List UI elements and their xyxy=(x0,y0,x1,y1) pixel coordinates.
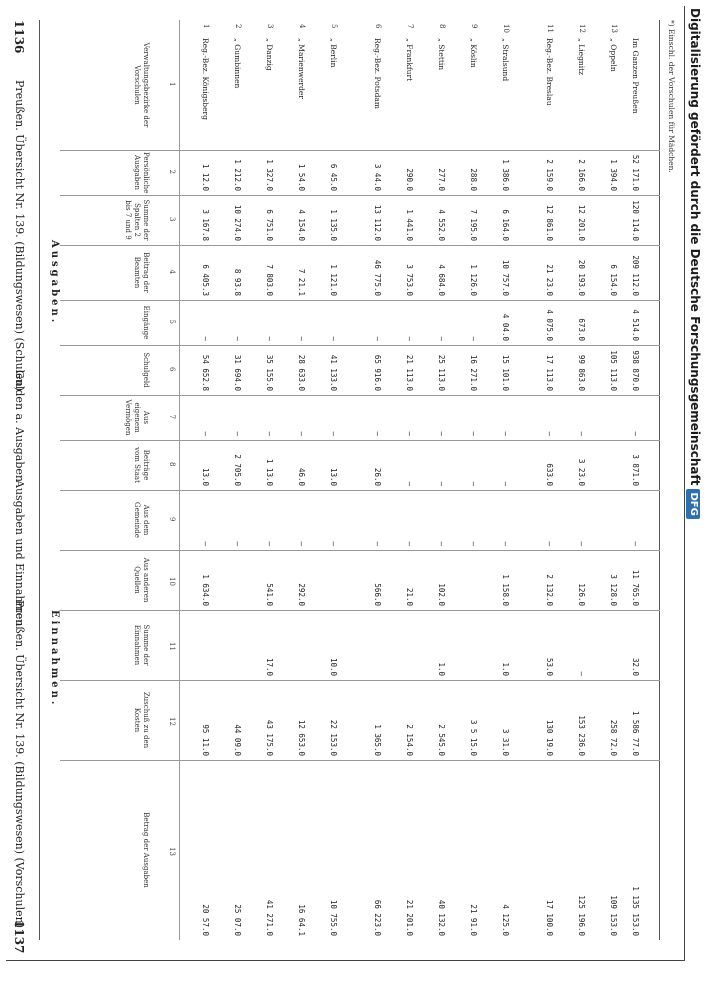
ausgaben-group-head: Ausgaben. xyxy=(49,240,60,326)
table-cell: 95 11.0 xyxy=(201,724,210,756)
table-cell: — xyxy=(201,336,210,341)
row-label: „ Berlin xyxy=(329,38,338,68)
table-cell: 6 45.0 xyxy=(329,163,338,191)
column-number-7: 7 xyxy=(168,414,176,419)
column-number-9: 9 xyxy=(168,517,176,522)
table-cell: 65 916.0 xyxy=(373,354,382,391)
table-cell: — xyxy=(577,431,586,436)
table-cell: 125 196.0 xyxy=(577,895,586,936)
column-head-12: Zuschuß zu den Kosten xyxy=(133,691,150,749)
table-cell: 43 175.0 xyxy=(265,719,274,756)
table-cell: 4 514.0 xyxy=(631,309,640,341)
row-label: „ Stralsund xyxy=(501,38,510,82)
table-cell: — xyxy=(437,541,446,546)
footnote: *) Einschl. der Vorschulen für Mädchen. xyxy=(667,20,676,173)
table-cell: 4 552.0 xyxy=(437,209,446,241)
watermark-text xyxy=(684,8,706,993)
table-cell: 126.0 xyxy=(577,583,586,606)
row-label: Reg.-Bez. Potsdam xyxy=(373,38,382,109)
dfg-watermark xyxy=(684,8,706,993)
table-cell: — xyxy=(265,431,274,436)
column-divider xyxy=(60,490,660,491)
right-running-title: Preußen. Übersicht Nr. 139. (Bildungswesen) (Vorschulen) xyxy=(13,600,26,928)
table-cell: 17.0 xyxy=(265,657,274,676)
table-cell: 1 212.0 xyxy=(233,159,242,191)
column-number-3: 3 xyxy=(168,217,176,222)
table-cell: 32.0 xyxy=(631,657,640,676)
row-number: 13 xyxy=(610,24,618,33)
column-head-8: Beiträge vom Staat xyxy=(133,447,150,483)
column-divider xyxy=(60,395,660,396)
table-cell: — xyxy=(373,431,382,436)
column-head-3: Summe der Spalten 2 bis 7 und 9 xyxy=(124,199,150,241)
table-cell: 6 751.0 xyxy=(265,209,274,241)
table-cell: 258 72.0 xyxy=(609,719,618,756)
table-cell: — xyxy=(297,541,306,546)
table-cell: 21.0 xyxy=(405,587,414,606)
table-cell: 566.0 xyxy=(373,583,382,606)
table-cell: 10 755.0 xyxy=(329,899,338,936)
column-number-2: 2 xyxy=(168,169,176,174)
table-cell: 40 132.0 xyxy=(437,899,446,936)
column-divider xyxy=(60,195,660,196)
table-cell: — xyxy=(201,431,210,436)
row-number: 2 xyxy=(234,24,242,29)
table-cell: 209 112.0 xyxy=(631,255,640,296)
table-cell: 2 545.0 xyxy=(437,724,446,756)
table-cell: 12 201.0 xyxy=(577,204,586,241)
table-cell: — xyxy=(297,431,306,436)
table-cell: — xyxy=(405,481,414,486)
table-cell: 277.0 xyxy=(437,168,446,191)
table-cell: 1.0 xyxy=(501,662,510,676)
dfg-logo-icon: DFG xyxy=(686,489,700,518)
einnahmen-group-head: Einnahmen. xyxy=(49,610,60,708)
table-cell: 2 132.0 xyxy=(545,574,554,606)
row-number: 5 xyxy=(330,24,338,29)
table-cell: 35 155.0 xyxy=(265,354,274,391)
table-cell: 16 64.1 xyxy=(297,904,306,936)
table-cell: 6 164.0 xyxy=(501,209,510,241)
table-cell: 7 21.1 xyxy=(297,268,306,296)
row-number: 9 xyxy=(470,24,478,29)
table-cell: 53.0 xyxy=(545,657,554,676)
table-cell: — xyxy=(469,481,478,486)
row-number: 1 xyxy=(202,24,210,29)
column-divider xyxy=(60,550,660,551)
column-number-13: 13 xyxy=(168,847,176,856)
table-cell: 120 114.0 xyxy=(631,200,640,241)
row-number: 6 xyxy=(374,24,382,29)
table-cell: — xyxy=(437,431,446,436)
column-head-5: Eingänge xyxy=(142,305,150,340)
table-cell: 4 04.0 xyxy=(501,313,510,341)
table-cell: 6 405.3 xyxy=(201,264,210,296)
table-cell: 8 93.8 xyxy=(233,268,242,296)
table-cell: 21 113.0 xyxy=(405,354,414,391)
table-cell: 41 133.0 xyxy=(329,354,338,391)
column-head-9: Aus dem Gemeinde xyxy=(133,502,150,538)
table-cell: 938 870.0 xyxy=(631,350,640,391)
row-label: „ Liegnitz xyxy=(577,38,586,76)
row-label: „ Köslin xyxy=(469,38,478,68)
table-cell: — xyxy=(201,541,210,546)
column-number-1: 1 xyxy=(168,82,176,87)
row-label: Reg.-Bez. Breslau xyxy=(545,38,554,106)
table-cell: — xyxy=(469,431,478,436)
table-cell: 20 57.0 xyxy=(201,904,210,936)
column-number-4: 4 xyxy=(168,269,176,274)
table-cell: 1 365.0 xyxy=(373,724,382,756)
table-cell: 15 101.0 xyxy=(501,354,510,391)
table-cell: 6 154.0 xyxy=(609,264,618,296)
column-divider xyxy=(60,760,660,761)
table-cell: — xyxy=(501,541,510,546)
table-cell: 3 5 15.0 xyxy=(469,719,478,756)
table-cell: — xyxy=(405,541,414,546)
table-cell: 16 271.0 xyxy=(469,354,478,391)
table-cell: — xyxy=(469,336,478,341)
table-cell: 13 112.0 xyxy=(373,204,382,241)
table-cell: 17 113.0 xyxy=(545,354,554,391)
table-top-rule xyxy=(39,20,40,940)
table-cell: 1 394.0 xyxy=(609,159,618,191)
table-cell: 1 54.0 xyxy=(297,163,306,191)
table-cell: 13.0 xyxy=(201,467,210,486)
row-label: „ Marienwerder xyxy=(297,38,306,99)
table-cell: — xyxy=(233,541,242,546)
table-cell: — xyxy=(469,541,478,546)
table-cell: — xyxy=(437,336,446,341)
table-cell: 4 125.0 xyxy=(501,904,510,936)
table-cell: 12 861.0 xyxy=(545,204,554,241)
table-cell: 3 871.0 xyxy=(631,454,640,486)
column-divider xyxy=(60,440,660,441)
table-cell: — xyxy=(233,336,242,341)
table-cell: — xyxy=(233,431,242,436)
table-cell: 1 135.0 xyxy=(329,209,338,241)
table-cell: 1 135 153.0 xyxy=(631,886,640,936)
column-divider xyxy=(60,610,660,611)
header-separator xyxy=(179,20,180,940)
table-cell: 44 09.0 xyxy=(233,724,242,756)
table-cell: 1.0 xyxy=(437,662,446,676)
table-cell: 10 274.0 xyxy=(233,204,242,241)
table-cell: — xyxy=(437,481,446,486)
table-cell: 28 633.0 xyxy=(297,354,306,391)
row-number: 11 xyxy=(546,24,554,33)
table-cell: — xyxy=(329,541,338,546)
table-cell: 25 07.0 xyxy=(233,904,242,936)
table-cell: 290.0 xyxy=(405,168,414,191)
table-cell: 26.0 xyxy=(373,467,382,486)
table-cell: 541.0 xyxy=(265,583,274,606)
table-cell: — xyxy=(373,541,382,546)
left-page-number: 1136 xyxy=(12,20,26,54)
column-head-13: Betrag der Ausgaben xyxy=(142,812,150,888)
table-cell: 31 694.0 xyxy=(233,354,242,391)
right-section-title: Ausgaben und Einnahmen xyxy=(13,480,26,627)
table-cell: 2 154.0 xyxy=(405,724,414,756)
table-cell: 25 113.0 xyxy=(437,354,446,391)
column-number-10: 10 xyxy=(168,577,176,586)
table-cell: 46.0 xyxy=(297,467,306,486)
left-section-title: Gulden a. Ausgaben xyxy=(13,370,26,482)
table-cell: 2 705.0 xyxy=(233,454,242,486)
column-divider xyxy=(60,300,660,301)
totals-label: Im Ganzen Preußen xyxy=(631,38,640,114)
column-number-5: 5 xyxy=(168,319,176,324)
table-cell: — xyxy=(577,541,586,546)
table-cell: — xyxy=(329,431,338,436)
table-cell: — xyxy=(577,671,586,676)
column-divider xyxy=(60,245,660,246)
table-cell: 12 653.0 xyxy=(297,719,306,756)
table-cell: 54 652.8 xyxy=(201,354,210,391)
table-cell: 1 586 77.0 xyxy=(631,710,640,756)
table-cell: — xyxy=(501,481,510,486)
table-cell: — xyxy=(297,336,306,341)
table-cell: 99 863.0 xyxy=(577,354,586,391)
table-cell: 2 166.0 xyxy=(577,159,586,191)
table-cell: 130 19.0 xyxy=(545,719,554,756)
table-cell: — xyxy=(265,336,274,341)
table-cell: 7 195.0 xyxy=(469,209,478,241)
column-divider xyxy=(60,680,660,681)
table-cell: 292.0 xyxy=(297,583,306,606)
table-cell: 109 153.0 xyxy=(609,895,618,936)
table-bottom-rule xyxy=(659,20,660,940)
table-cell: 2 159.0 xyxy=(545,159,554,191)
table-cell: 1 12.0 xyxy=(201,163,210,191)
row-label: „ Gumbinnen xyxy=(233,38,242,89)
table-cell: 21 91.0 xyxy=(469,904,478,936)
table-cell: 4 684.0 xyxy=(437,264,446,296)
column-number-8: 8 xyxy=(168,462,176,467)
table-cell: 3 128.0 xyxy=(609,574,618,606)
row-label: „ Danzig xyxy=(265,38,274,71)
row-number: 7 xyxy=(406,24,414,29)
row-label: „ Stettin xyxy=(437,38,446,71)
row-label: „ Frankfurt xyxy=(405,38,414,82)
table-cell: 288.0 xyxy=(469,168,478,191)
left-running-title: Preußen. Übersicht Nr. 139. (Bildungswesen) (Schulen) xyxy=(13,80,26,392)
table-cell: 22 153.0 xyxy=(329,719,338,756)
table-cell: 3 44.0 xyxy=(373,163,382,191)
table-cell: — xyxy=(545,431,554,436)
table-cell: 11 765.0 xyxy=(631,569,640,606)
table-cell: 4 154.0 xyxy=(297,209,306,241)
column-number-6: 6 xyxy=(168,367,176,372)
table-cell: 1 441.0 xyxy=(405,209,414,241)
table-cell: 1 386.0 xyxy=(501,159,510,191)
table-cell: 7 803.0 xyxy=(265,264,274,296)
table-cell: 17 100.0 xyxy=(545,899,554,936)
column-head-2: Persönliche Ausgaben xyxy=(133,152,150,194)
column-head-1: Verwaltungsbezirke der Vorschulen xyxy=(133,42,150,128)
row-number: 4 xyxy=(298,24,306,29)
column-head-6: Schulgeld xyxy=(142,352,150,388)
table-cell: 1 327.0 xyxy=(265,159,274,191)
table-cell: — xyxy=(329,336,338,341)
column-divider xyxy=(60,345,660,346)
table-cell: — xyxy=(265,541,274,546)
table-cell: 21 23.0 xyxy=(545,264,554,296)
table-cell: 66 223.0 xyxy=(373,899,382,936)
table-cell: 3 753.0 xyxy=(405,264,414,296)
table-cell: 153 236.0 xyxy=(577,715,586,756)
column-head-4: Beitrag der Beamten xyxy=(133,252,150,293)
table-cell: — xyxy=(631,431,640,436)
table-cell: 21 201.0 xyxy=(405,899,414,936)
table-cell: 10.0 xyxy=(329,657,338,676)
table-cell: 1 126.0 xyxy=(469,264,478,296)
table-cell: 3 167.8 xyxy=(201,209,210,241)
row-number: 10 xyxy=(502,24,510,33)
row-label: Reg.-Bez. Königsberg xyxy=(201,38,210,120)
table-cell: 673.0 xyxy=(577,318,586,341)
row-number: 12 xyxy=(578,24,586,33)
table-cell: 633.0 xyxy=(545,463,554,486)
column-head-7: Aus eigenem Vermögen xyxy=(124,399,150,436)
table-cell: 4 075.0 xyxy=(545,309,554,341)
table-cell: 3 23.0 xyxy=(577,458,586,486)
table-cell: — xyxy=(405,431,414,436)
table-cell: — xyxy=(405,336,414,341)
table-cell: 20 193.0 xyxy=(577,259,586,296)
column-number-12: 12 xyxy=(168,717,176,726)
right-page-number: 1137 xyxy=(12,920,26,954)
column-head-11: Summe der Einnahmen xyxy=(133,624,150,666)
table-cell: — xyxy=(373,336,382,341)
row-number: 3 xyxy=(266,24,274,29)
table-cell: 105 113.0 xyxy=(609,350,618,391)
table-cell: — xyxy=(545,541,554,546)
table-cell: — xyxy=(501,431,510,436)
table-cell: — xyxy=(631,541,640,546)
table-cell: 13.0 xyxy=(329,467,338,486)
row-label: „ Oppeln xyxy=(609,38,618,72)
column-divider xyxy=(60,150,660,151)
table-cell: 3 31.0 xyxy=(501,728,510,756)
table-cell: 102.0 xyxy=(437,583,446,606)
column-head-10: Aus anderen Quellen xyxy=(133,557,150,603)
table-cell: 52 171.0 xyxy=(631,154,640,191)
table-cell: 1 634.0 xyxy=(201,574,210,606)
table-cell: 46 775.0 xyxy=(373,259,382,296)
table-cell: 10 757.0 xyxy=(501,259,510,296)
row-number: 8 xyxy=(438,24,446,29)
table-cell: 1 13.0 xyxy=(265,458,274,486)
column-number-11: 11 xyxy=(168,642,176,651)
table-cell: 41 271.0 xyxy=(265,899,274,936)
table-cell: 1 158.0 xyxy=(501,574,510,606)
watermark-caption: Digitalisierung gefördert durch die Deutsche Forschungsgemeinschaft xyxy=(688,8,702,486)
table-cell: 1 121.0 xyxy=(329,264,338,296)
